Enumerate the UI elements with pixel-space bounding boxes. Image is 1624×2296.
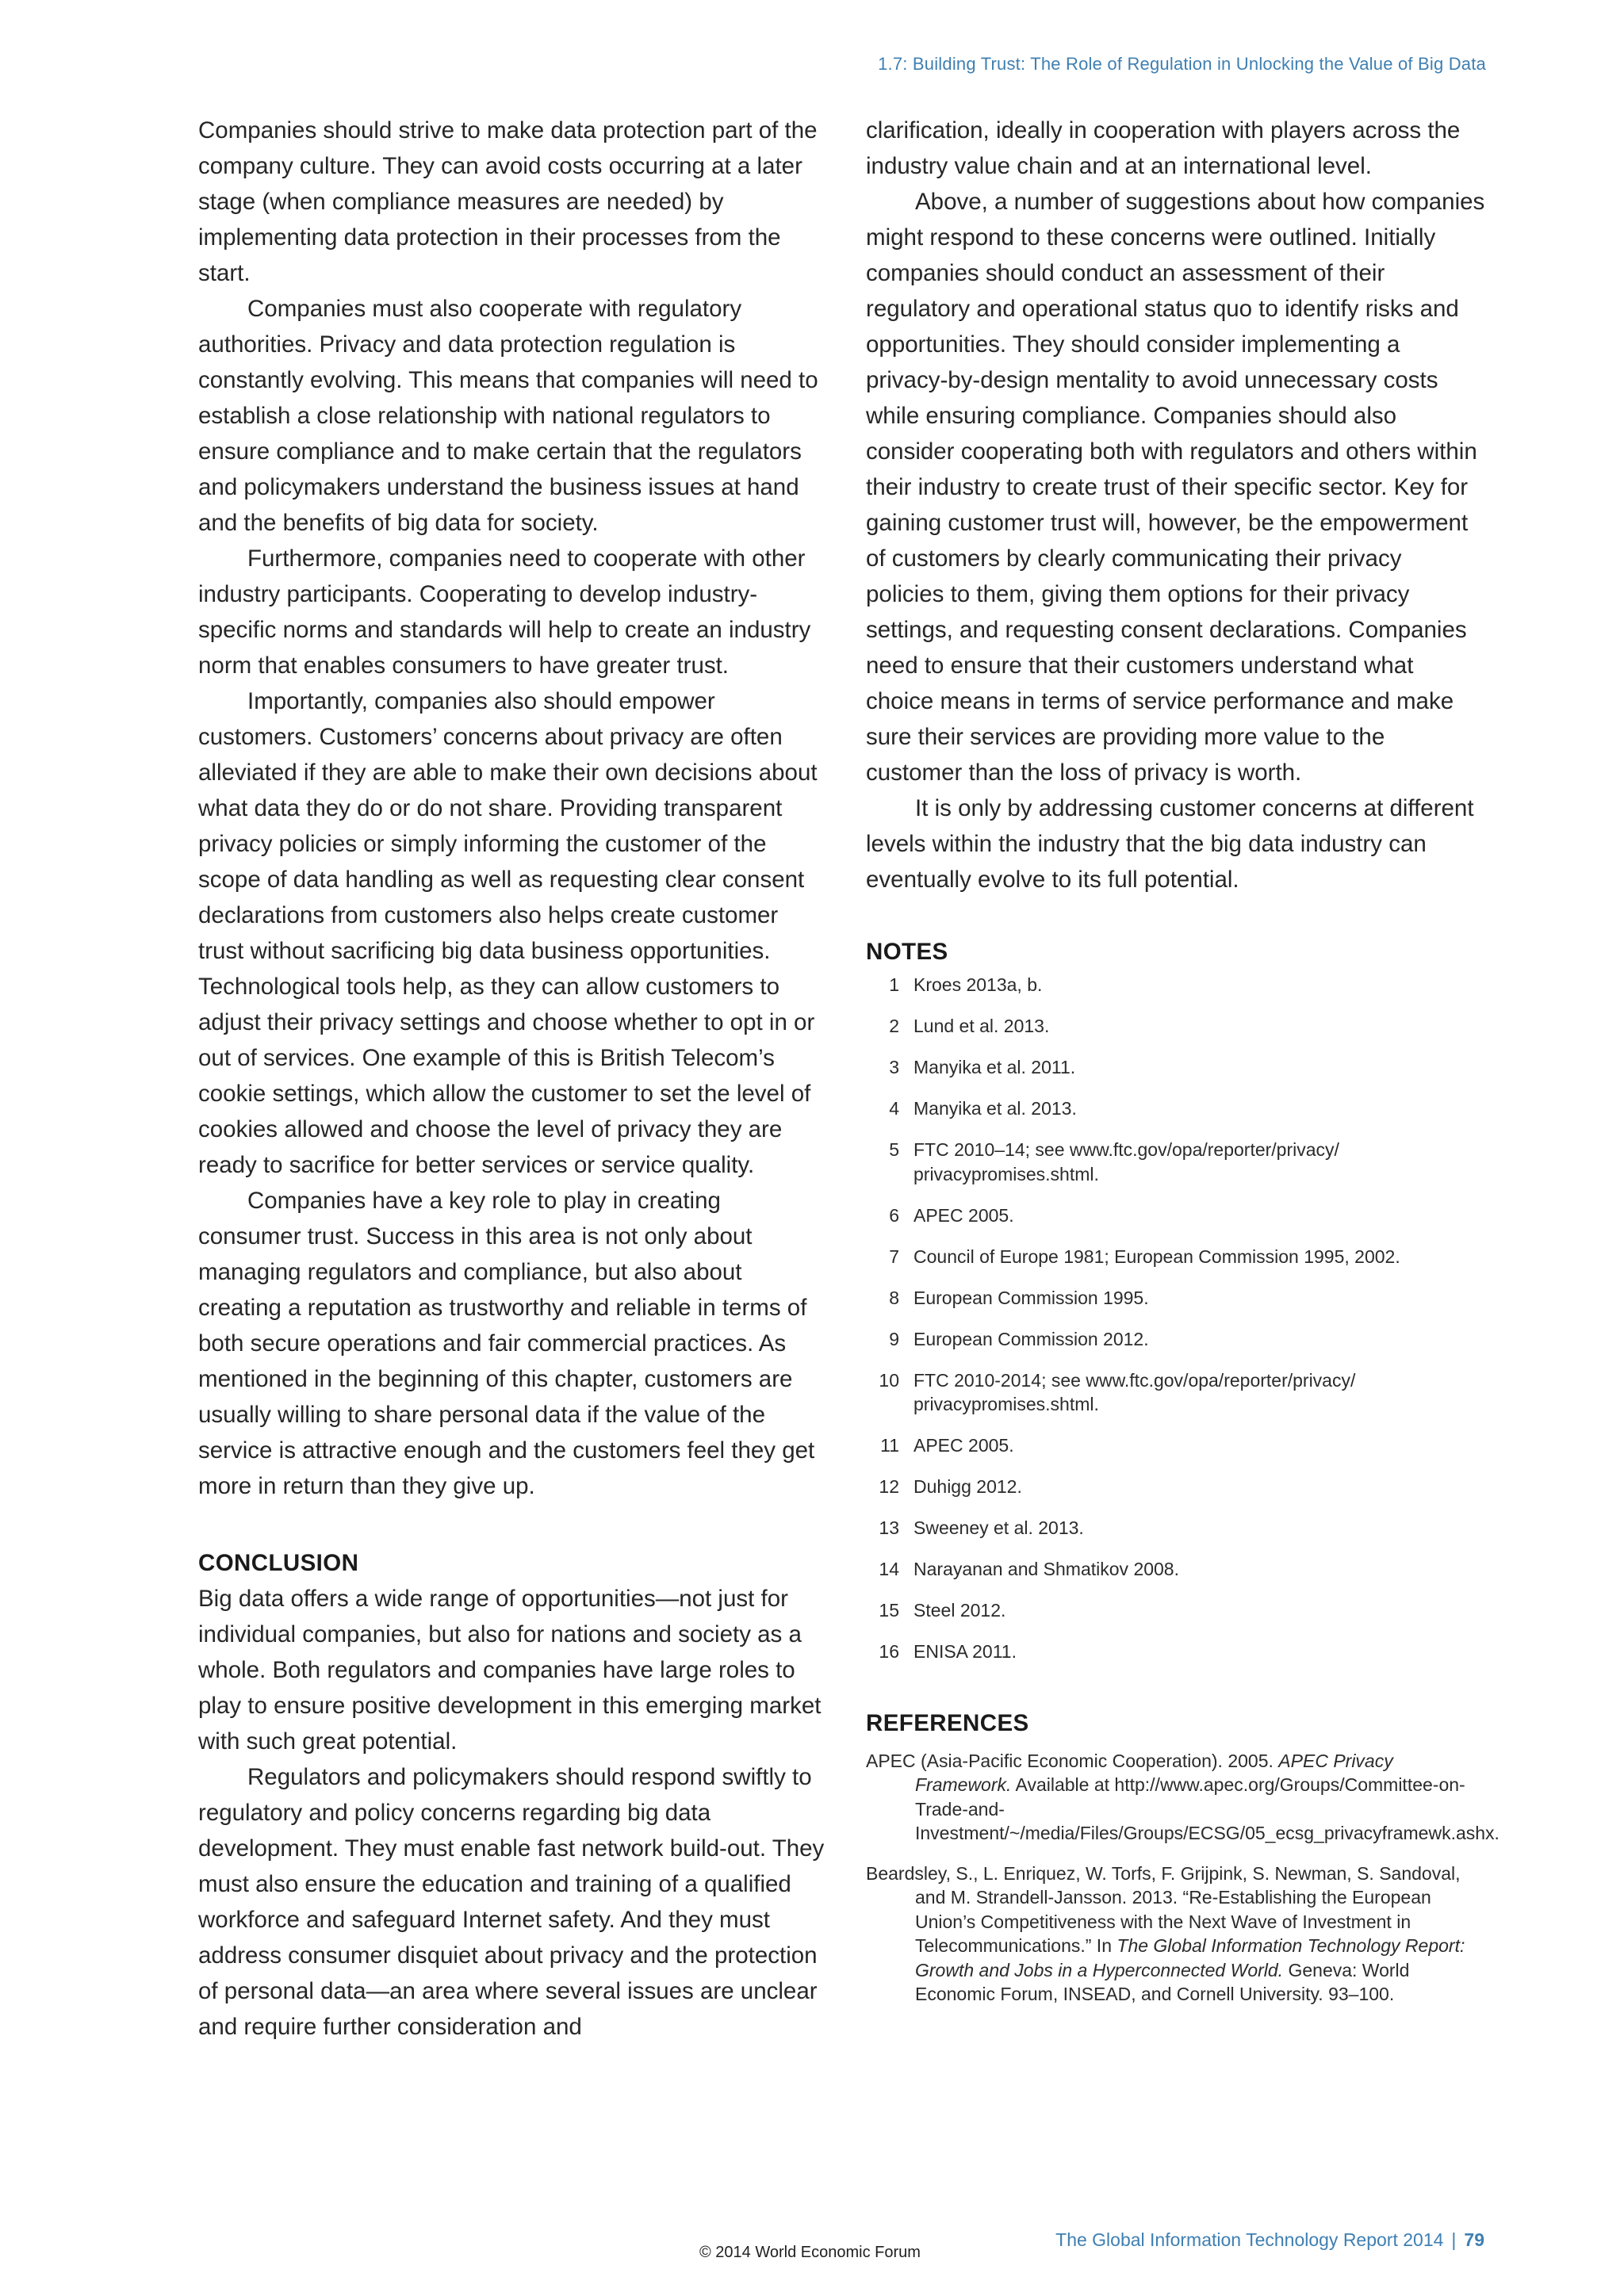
reference-text: Geneva: World Economic Forum, INSEAD, and Cornell University. 93–100. [915, 1959, 1410, 2004]
notes-list [866, 973, 1486, 1664]
body-paragraph: clarification, ideally in cooperation with players across the industry value chain and at an international level. [866, 117, 1461, 179]
body-paragraph: Above, a number of suggestions about how companies might respond to these concerns were outlined. Initially companies should conduct an assessment of their regulatory and operational status quo to identify risks and opportunities. They should consider implementing a privacy-by-design mentality to avoid unnecessary costs while ensuring compliance. Companies should also consider cooperating both with regulators and others within their industry to create trust of their specific sector. Key for gaining customer trust will, however, be the empowerment of customers by clearly communicating their privacy policies to them, giving them options for their privacy settings, and requesting consent declarations. Companies need to ensure that their customers understand what choice means in terms of service performance and make sure their services are providing more value to the customer than the loss of privacy is worth. [866, 189, 1485, 786]
note-text: Council of Europe 1981; European Commission 1995, 2002. [914, 1246, 1400, 1267]
page-footer [1055, 2229, 1484, 2251]
left-column [198, 113, 825, 2045]
note-number: 10 [879, 1369, 899, 1391]
note-number: 1 [889, 974, 899, 995]
notes-heading: NOTES [866, 939, 948, 965]
note-text: Manyika et al. 2011. [914, 1057, 1076, 1077]
note-item [866, 1640, 1486, 1664]
conclusion-heading: CONCLUSION [198, 1550, 359, 1576]
note-text: APEC 2005. [914, 1435, 1014, 1456]
note-item [866, 1368, 1486, 1417]
note-text: European Commission 1995. [914, 1287, 1149, 1308]
note-number: 8 [889, 1287, 899, 1308]
note-item [866, 1475, 1486, 1499]
note-number: 15 [879, 1600, 899, 1621]
note-item [866, 1286, 1486, 1311]
reference-text: APEC (Asia-Pacific Economic Cooperation). 2005. [866, 1750, 1279, 1771]
note-number: 9 [889, 1328, 899, 1349]
note-item [866, 1014, 1486, 1039]
running-header: 1.7: Building Trust: The Role of Regulation in Unlocking the Value of Big Data [878, 54, 1486, 74]
note-number: 2 [889, 1016, 899, 1036]
reference-item [866, 1862, 1486, 2007]
body-paragraph: Furthermore, companies need to cooperate with other industry participants. Cooperating to develop industry-specific norms and standards will help to create an industry norm that enables consumers to have greater trust. [198, 545, 811, 679]
body-paragraph: Companies have a key role to play in creating consumer trust. Success in this area is not only about managing regulators and compliance, but also about creating a reputation as trustworthy and reliable in terms of both secure operations and fair commercial practices. As mentioned in the beginning of this chapter, customers are usually willing to share personal data if the value of the service is attractive enough and the customers feel they get more in return than they give up. [198, 1188, 815, 1499]
references-heading: REFERENCES [866, 1709, 1029, 1736]
note-number: 14 [879, 1559, 899, 1579]
note-text: Duhigg 2012. [914, 1476, 1022, 1497]
report-title: The Global Information Technology Report 2014 [1055, 2229, 1444, 2250]
note-item [866, 1138, 1486, 1186]
note-text: APEC 2005. [914, 1204, 1014, 1226]
note-text: Manyika et al. 2013. [914, 1098, 1077, 1119]
body-paragraph: Companies should strive to make data protection part of the company culture. They can avoid costs occurring at a later stage (when compliance measures are needed) by implementing data protection in their processes from the start. [198, 117, 818, 286]
copyright-notice: © 2014 World Economic Forum [699, 2244, 921, 2261]
note-item [866, 1327, 1486, 1352]
note-text: FTC 2010-2014; see www.ftc.gov/opa/reporter/privacy/ privacypromises.shtml. [914, 1369, 1356, 1414]
note-number: 16 [879, 1641, 899, 1662]
conclusion-paragraph: Regulators and policymakers should respond swiftly to regulatory and policy concerns regarding big data development. They must enable fast network build-out. They must also ensure the education and training of a qualified workforce and safeguard Internet safety. And they must address consumer disquiet about privacy and the protection of personal data—an area where several issues are unclear and require further consideration and [198, 1764, 825, 2040]
reference-text: Available at http://www.apec.org/Groups/Committee-on-Trade-and-Investment/~/media/Files/Groups/ECSG/05_ecsg_privacyframewk.ashx. [915, 1774, 1500, 1843]
note-number: 3 [889, 1057, 899, 1077]
body-paragraph: Companies must also cooperate with regulatory authorities. Privacy and data protection regulation is constantly evolving. This means that companies will need to establish a close relationship with national regulators to ensure compliance and to make certain that the regulators and policymakers understand the business issues at hand and the benefits of big data for society. [198, 296, 818, 536]
right-column [866, 113, 1500, 2022]
reference-title: APEC Privacy Framework. [915, 1750, 1393, 1795]
note-number: 4 [889, 1098, 899, 1119]
note-item [866, 1096, 1486, 1121]
footer-separator: | [1451, 2229, 1457, 2250]
note-text: ENISA 2011. [914, 1641, 1017, 1662]
note-text: FTC 2010–14; see www.ftc.gov/opa/reporter/privacy/ privacypromises.shtml. [914, 1139, 1339, 1184]
note-number: 7 [889, 1246, 899, 1267]
note-number: 12 [879, 1476, 899, 1497]
note-text: Narayanan and Shmatikov 2008. [914, 1559, 1179, 1579]
note-number: 13 [879, 1517, 899, 1538]
note-text: European Commission 2012. [914, 1328, 1149, 1349]
note-item [866, 1516, 1486, 1540]
body-paragraph: Importantly, companies also should empower customers. Customers’ concerns about privacy are often alleviated if they are able to make their own decisions about what data they do or do not share. Providing transparent privacy policies or simply informing the customer of the scope of data handling as well as requesting clear consent declarations from customers also helps create customer trust without sacrificing big data business opportunities. Technological tools help, as they can allow customers to adjust their privacy settings and choose whether to opt in or out of services. One example of this is British Telecom’s cookie settings, which allow the customer to set the level of cookies allowed and choose the level of privacy they are ready to sacrifice for better services or service quality. [198, 688, 818, 1178]
reference-item [866, 1749, 1500, 1846]
note-item [866, 973, 1486, 997]
note-item [866, 1557, 1486, 1582]
reference-text: Beardsley, S., L. Enriquez, W. Torfs, F. Grijpink, S. Newman, S. Sandoval, and M. Strandell-Jansson. 2013. “Re-Establishing the European Union’s Competitiveness with the Next Wave of Investment in Telecommunications.” In [866, 1862, 1461, 1956]
note-text: Steel 2012. [914, 1600, 1006, 1621]
note-text: Sweeney et al. 2013. [914, 1517, 1084, 1538]
note-text: Kroes 2013a, b. [914, 974, 1043, 995]
note-number: 6 [889, 1204, 899, 1226]
note-number: 5 [889, 1139, 899, 1160]
note-item [866, 1055, 1486, 1080]
page-number: 79 [1464, 2229, 1484, 2250]
note-number: 11 [880, 1435, 899, 1456]
note-item [866, 1203, 1486, 1228]
body-paragraph: It is only by addressing customer concerns at different levels within the industry that the big data industry can eventually evolve to its full potential. [866, 795, 1474, 893]
note-item [866, 1598, 1486, 1623]
reference-title: The Global Information Technology Report: Growth and Jobs in a Hyperconnected World. [915, 1935, 1465, 1980]
conclusion-paragraph: Big data offers a wide range of opportunities—not just for individual companies, but also for nations and society as a whole. Both regulators and companies have large roles to play to ensure positive development in this emerging market with such great potential. [198, 1586, 822, 1755]
note-text: Lund et al. 2013. [914, 1016, 1050, 1036]
references-list [866, 1749, 1500, 2007]
note-item [866, 1433, 1486, 1458]
note-item [866, 1245, 1486, 1269]
